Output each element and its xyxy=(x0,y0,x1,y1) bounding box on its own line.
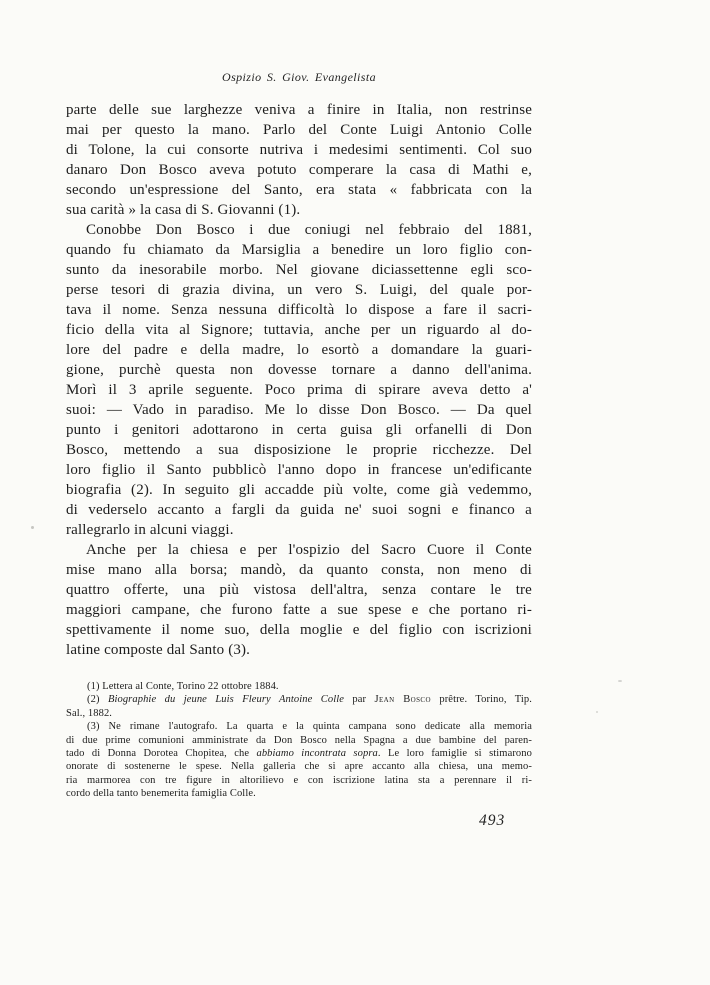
text-line xyxy=(66,320,532,340)
text-line xyxy=(66,260,532,280)
text-segment: Morì il 3 aprile seguente. Poco prima di spirare aveva detto a' xyxy=(66,382,532,398)
text-segment: perse tesori di grazia divina, un vero S. Luigi, del quale por- xyxy=(66,282,532,298)
text-segment: rallegrarlo in alcuni viaggi. xyxy=(66,522,234,538)
text-line xyxy=(66,240,532,260)
text-line xyxy=(66,760,532,773)
text-line xyxy=(66,300,532,320)
text-segment: . Le loro famiglie si stimarono xyxy=(377,747,532,759)
text-line xyxy=(66,360,532,380)
text-line xyxy=(66,774,532,787)
text-segment: Bosco, mettendo a sua disposizione le proprie ricchezze. Del xyxy=(66,442,532,458)
text-line xyxy=(66,640,532,660)
footnotes xyxy=(66,680,532,801)
page-number: 493 xyxy=(479,812,506,829)
italic-text: Biographie du jeune Luis Fleury Antoine Colle xyxy=(107,694,345,706)
text-segment: suoi: — Vado in paradiso. Me lo disse Don Bosco. — Da quel xyxy=(66,402,532,418)
text-line xyxy=(66,693,532,706)
text-segment: latine composte dal Santo (3). xyxy=(66,642,251,658)
text-line xyxy=(66,787,532,800)
text-segment: di due prime comunioni amministrate da Don Bosco nella Spagna a due bambine del paren- xyxy=(66,734,532,746)
text-line xyxy=(66,100,532,120)
text-segment: (2) xyxy=(87,694,108,706)
text-segment: quando fu chiamato da Marsiglia a benedire un loro figlio con- xyxy=(66,242,532,258)
paragraph xyxy=(66,540,532,660)
text-line xyxy=(66,680,532,693)
text-segment: secondo un'espressione del Santo, era stata « fabbricata con la xyxy=(66,182,532,198)
text-segment: di Tolone, la cui consorte nutriva i medesimi sentimenti. Col suo xyxy=(66,142,532,158)
text-segment: ria marmorea con tre figure in altorilievo e con iscrizione latina sta a perennare il ri- xyxy=(66,774,532,786)
text-line xyxy=(66,540,532,560)
text-segment: biografia (2). In seguito gli accadde più volte, come già vedemmo, xyxy=(66,482,532,498)
text-line xyxy=(66,380,532,400)
text-line xyxy=(66,747,532,760)
running-header: Ospizio S. Giov. Evangelista xyxy=(222,70,376,84)
text-segment: tado di Donna Dorotea Chopitea, che xyxy=(66,747,257,759)
scan-artifact xyxy=(31,526,34,529)
text-line xyxy=(66,200,532,220)
text-line xyxy=(66,120,532,140)
text-segment: maggiori campane, che furono fatte a sue spese e che portano ri- xyxy=(66,602,532,618)
text-segment: loro figlio il Santo pubblicò l'anno dopo in francese un'edificante xyxy=(66,462,532,478)
text-segment: tava il nome. Senza nessuna difficoltà lo dispose a fare il sacri- xyxy=(66,302,532,318)
text-line xyxy=(66,720,532,733)
paragraph xyxy=(66,220,532,540)
text-line xyxy=(66,220,532,240)
text-segment: onorate di sostenerne le spese. Nella galleria che si apre accanto alla chiesa, una memo- xyxy=(66,761,532,773)
text-segment: di vederselo accanto a fargli da guida ne' suoi sogni e financo a xyxy=(66,502,532,518)
text-line xyxy=(66,707,532,720)
scan-artifact xyxy=(596,711,598,713)
text-segment: lore del padre e della madre, lo esortò a domandare la guari- xyxy=(66,342,532,358)
text-segment: danaro Don Bosco aveva potuto comperare la casa di Mathi e, xyxy=(66,162,532,178)
text-segment: (3) Ne rimane l'autografo. La quarta e la quinta campana sono dedicate alla memoria xyxy=(87,721,532,733)
body-text xyxy=(66,100,532,660)
text-line xyxy=(66,440,532,460)
text-line xyxy=(66,500,532,520)
text-segment: par xyxy=(344,694,375,706)
text-line xyxy=(66,460,532,480)
text-line xyxy=(66,600,532,620)
text-segment: sunto da inesorabile morbo. Nel giovane diciassettenne egli sco- xyxy=(66,262,532,278)
smallcaps-text: Jean Bosco xyxy=(374,694,431,706)
italic-text: abbiamo incontrata sopra xyxy=(256,747,378,759)
text-line xyxy=(66,734,532,747)
text-segment: prêtre. Torino, Tip. xyxy=(430,694,532,706)
text-segment: mise mano alla borsa; mandò, da quanto consta, non meno di xyxy=(66,562,532,578)
text-segment: punto i genitori adottarono in certa guisa gli orfanelli di Don xyxy=(66,422,532,438)
text-line xyxy=(66,420,532,440)
text-segment: sua carità » la casa di S. Giovanni (1). xyxy=(66,202,301,218)
text-line xyxy=(66,400,532,420)
text-segment: mai per questo la mano. Parlo del Conte Luigi Antonio Colle xyxy=(66,122,532,138)
text-line xyxy=(66,580,532,600)
text-segment: spettivamente il nome suo, della moglie e del figlio con iscrizioni xyxy=(66,622,532,638)
text-line xyxy=(66,560,532,580)
text-segment: Sal., 1882. xyxy=(66,707,113,719)
paragraph xyxy=(66,100,532,220)
text-line xyxy=(66,340,532,360)
text-segment: (1) Lettera al Conte, Torino 22 ottobre 1884. xyxy=(87,681,279,692)
scan-artifact xyxy=(618,680,622,682)
text-segment: cordo della tanto benemerita famiglia Colle. xyxy=(66,788,256,800)
text-line xyxy=(66,180,532,200)
text-segment: Conobbe Don Bosco i due coniugi nel febbraio del 1881, xyxy=(86,222,532,238)
text-segment: quattro offerte, una più vistosa dell'altra, senza contare le tre xyxy=(66,582,532,598)
text-line xyxy=(66,620,532,640)
text-line xyxy=(66,520,532,540)
text-segment: ficio della vita al Signore; tuttavia, anche per un riguardo al do- xyxy=(66,322,532,338)
text-line xyxy=(66,140,532,160)
text-segment: parte delle sue larghezze veniva a finire in Italia, non restrinse xyxy=(66,102,532,118)
text-line xyxy=(66,280,532,300)
text-line xyxy=(66,480,532,500)
text-line xyxy=(66,160,532,180)
text-segment: Anche per la chiesa e per l'ospizio del Sacro Cuore il Conte xyxy=(86,542,532,558)
text-segment: gione, purchè questa non dovesse tornare a danno dell'anima. xyxy=(66,362,532,378)
